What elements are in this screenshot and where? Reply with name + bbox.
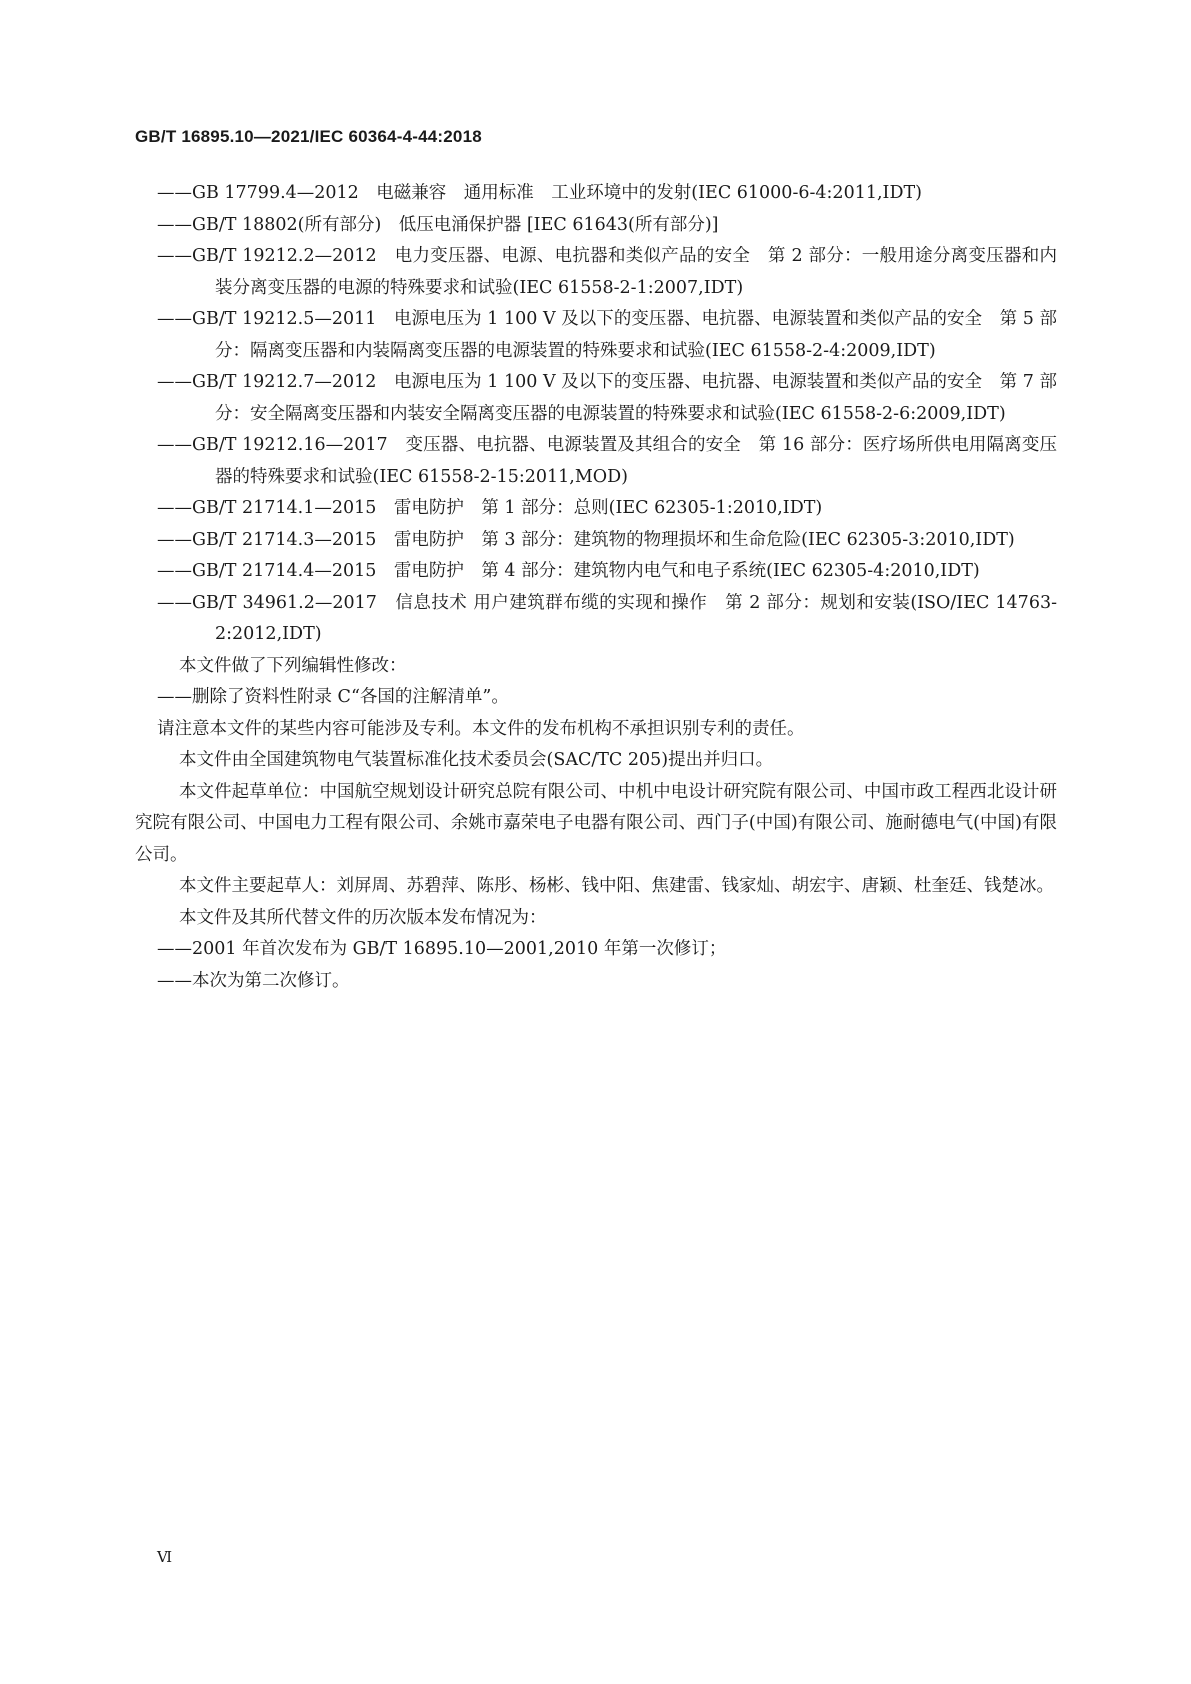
reference-item: ——GB/T 21714.4—2015 雷电防护 第 4 部分：建筑物内电气和电子系统(IEC 62305-4:2010,IDT) [157,561,980,581]
reference-item: ——GB/T 21714.3—2015 雷电防护 第 3 部分：建筑物的物理损坏和生命危险(IEC 62305-3:2010,IDT) [157,529,1015,550]
history-item: ——2001 年首次发布为 GB/T 16895.10—2001,2010 年第一次修订； [157,939,727,959]
reference-item: ——GB/T 18802(所有部分) 低压电涌保护器 [IEC 61643(所有部分)] [157,214,719,235]
editorial-intro: 本文件做了下列编辑性修改： [179,655,407,676]
document-body [135,178,1057,997]
reference-item: ——GB/T 19212.7—2012 电源电压为 1 100 V 及以下的变压器、电抗器、电源装置和类似产品的安全 第 7 部分：安全隔离变压器和内装安全隔离变压器的电源装置的特殊要求和试验(IEC 61558-2-6:2009,IDT) [157,372,1057,424]
patent-notice: 请注意本文件的某些内容可能涉及专利。本文件的发布机构不承担识别专利的责任。 [157,718,805,739]
reference-item: ——GB/T 21714.1—2015 雷电防护 第 1 部分：总则(IEC 62305-1:2010,IDT) [157,498,823,518]
history-item: ——本次为第二次修订。 [157,970,350,991]
reference-item: ——GB/T 34961.2—2017 信息技术 用户建筑群布缆的实现和操作 第 2 部分：规划和安装(ISO/IEC 14763-2:2012,IDT) [157,592,1057,644]
reference-item: ——GB/T 19212.16—2017 变压器、电抗器、电源装置及其组合的安全 第 16 部分：医疗场所供电用隔离变压器的特殊要求和试验(IEC 61558-2-15:2011,MOD) [157,435,1057,487]
reference-item: ——GB/T 19212.2—2012 电力变压器、电源、电抗器和类似产品的安全 第 2 部分：一般用途分离变压器和内装分离变压器的电源的特殊要求和试验(IEC 61558-2-1:2007,IDT) [157,246,1057,298]
page-number: Ⅵ [157,1548,173,1566]
drafting-units: 本文件起草单位：中国航空规划设计研究总院有限公司、中机中电设计研究院有限公司、中国市政工程西北设计研究院有限公司、中国电力工程有限公司、余姚市嘉荣电子电器有限公司、西门子(中国)有限公司、施耐德电气(中国)有限公司。 [135,781,1057,865]
history-intro: 本文件及其所代替文件的历次版本发布情况为： [179,907,547,928]
editorial-item: ——删除了资料性附录 C“各国的注解清单”。 [157,687,509,707]
proposed-by: 本文件由全国建筑物电气装置标准化技术委员会(SAC/TC 205)提出并归口。 [179,750,774,770]
drafters: 本文件主要起草人：刘屏周、苏碧萍、陈彤、杨彬、钱中阳、焦建雷、钱家灿、胡宏宇、唐颖、杜奎廷、钱楚冰。 [179,876,1054,896]
reference-item: ——GB/T 19212.5—2011 电源电压为 1 100 V 及以下的变压器、电抗器、电源装置和类似产品的安全 第 5 部分：隔离变压器和内装隔离变压器的电源装置的特殊要求和试验(IEC 61558-2-4:2009,IDT) [157,309,1057,361]
standard-number-header: GB/T 16895.10—2021/IEC 60364-4-44:2018 [135,127,482,146]
reference-item: ——GB 17799.4—2012 电磁兼容 通用标准 工业环境中的发射(IEC 61000-6-4:2011,IDT) [157,183,922,203]
